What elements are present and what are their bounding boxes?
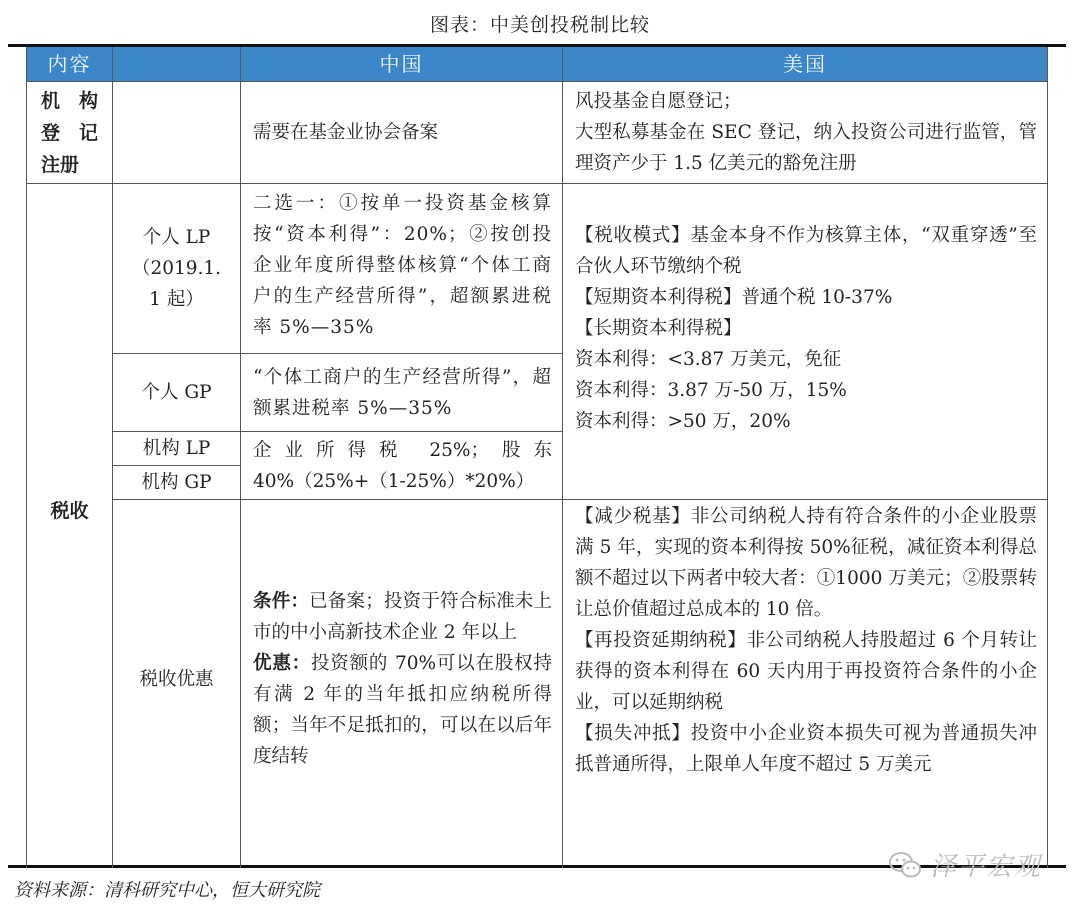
inst-gp-label: 机构 GP [112, 465, 240, 499]
inst-china: 企业所得税 25%；股东 40%（25%+（1-25%）*20%） [240, 431, 562, 499]
watermark-text: 泽平宏观 [930, 852, 1043, 882]
watermark [888, 846, 1042, 883]
registration-label [26, 81, 112, 183]
usa-tax-line: 资本利得：<3.87 万美元，免征 [575, 349, 842, 370]
personal-lp-label [112, 183, 240, 353]
personal-lp-china: 二选一：①按单一投资基金核算按“资本利得”：20%；②按创投企业年度所得整体核算“个体工商户的生产经营所得”，超额累进税率 5%—35% [240, 183, 562, 353]
benefit-text: 投资额的 70%可以在股权持有满 2 年的当年抵扣应纳税所得额；当年不足抵扣的，可以在以后年度结转 [253, 653, 552, 767]
usa-tax-line: 资本利得：>50 万，20% [575, 411, 791, 432]
registration-subcategory [112, 81, 240, 183]
registration-label-line: 机 构 [41, 89, 99, 112]
table-title: 图表：中美创投税制比较 [429, 14, 650, 36]
header-usa: 美国 [562, 47, 1048, 81]
registration-usa [562, 81, 1048, 183]
personal-gp-china: “个体工商户的生产经营所得”，超额累进税率 5%—35% [240, 353, 562, 431]
condition-text: 已备案；投资于符合标准未上市的中小高新技术企业 2 年以上 [253, 591, 552, 643]
incentive-usa-line: 【再投资延期纳税】非公司纳税人持股超过 6 个月转让获得的资本利得在 60 天内用于再投资符合条件的小企业，可以延期纳税 [575, 630, 1037, 713]
incentive-china-benefit [253, 648, 552, 772]
incentive-china-condition [253, 586, 552, 648]
wechat-icon [888, 851, 922, 879]
header-content: 内容 [26, 47, 112, 81]
comparison-table [8, 44, 1066, 868]
usa-tax-line: 【长期资本利得税】 [575, 318, 742, 339]
inst-lp-label: 机构 LP [112, 431, 240, 465]
usa-tax-line: 【短期资本利得税】普通个税 10-37% [575, 287, 893, 308]
incentive-usa-line: 【减少税基】非公司纳税人持有符合条件的小企业股票满 5 年，实现的资本利得按 50%征税，减征资本利得总额不超过以下两者中较大者：①1000 万美元；②股票转让总价值超过总成本的 10 倍。 [575, 506, 1037, 620]
condition-label: 条件： [253, 591, 310, 612]
header-subcategory [112, 47, 240, 81]
incentive-label: 税收优惠 [112, 499, 240, 868]
registration-usa-line: 大型私募基金在 SEC 登记，纳入投资公司进行监管，管理资产少于 1.5 亿美元的豁免注册 [575, 122, 1037, 174]
personal-lp-label-line: 个人 LP [142, 227, 211, 248]
registration-china: 需要在基金业协会备案 [240, 81, 562, 183]
personal-lp-label-line: 1 起） [149, 289, 204, 310]
personal-lp-label-line: （2019.1. [131, 258, 222, 279]
personal-gp-label: 个人 GP [112, 353, 240, 431]
registration-label-line: 注册 [41, 153, 80, 176]
header-china: 中国 [240, 47, 562, 81]
tax-label: 税收 [26, 183, 112, 868]
incentive-usa [562, 499, 1048, 868]
registration-usa-line: 风投基金自愿登记； [575, 91, 742, 112]
incentive-usa-line: 【损失冲抵】投资中小企业资本损失可视为普通损失冲抵普通所得，上限单人年度不超过 5 万美元 [575, 723, 1037, 775]
usa-tax-line: 资本利得：3.87 万-50 万，15% [575, 380, 847, 401]
registration-label-line: 登 记 [41, 121, 99, 144]
source-note: 资料来源：清科研究中心，恒大研究院 [14, 880, 320, 901]
usa-tax-line: 【税收模式】基金本身不作为核算主体，“双重穿透”至合伙人环节缴纳个税 [575, 225, 1037, 277]
usa-tax-mode [562, 183, 1048, 499]
incentive-china [240, 499, 562, 868]
benefit-label: 优惠： [253, 653, 311, 674]
